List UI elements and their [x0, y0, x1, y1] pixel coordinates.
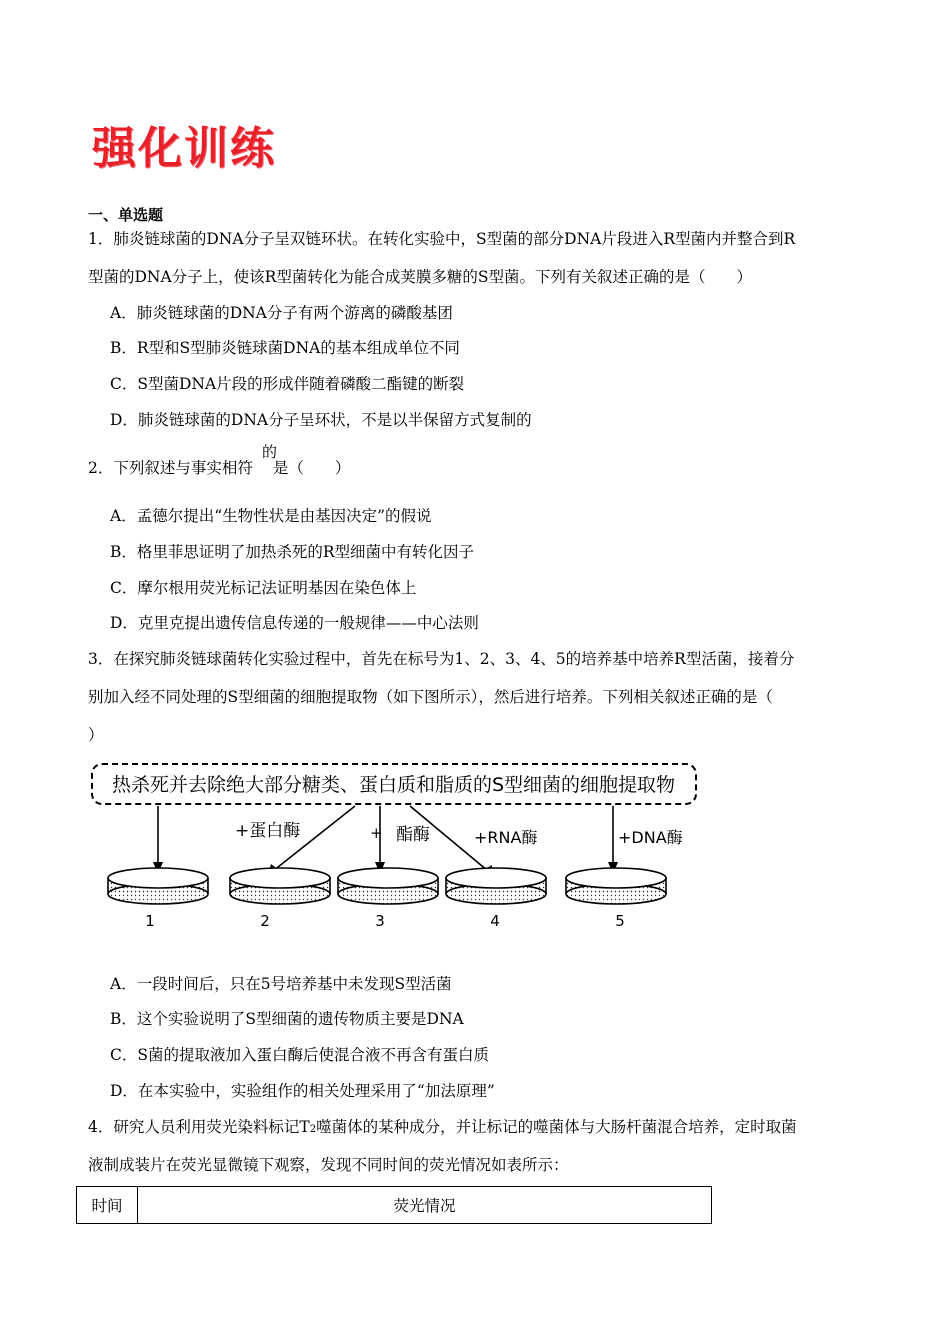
q1-option-b: B．R型和S型肺炎链球菌DNA的基本组成单位不同 [110, 339, 460, 357]
label-esterase: 酯酶 [396, 825, 430, 845]
dish-number-3: 3 [375, 912, 385, 930]
q4-stem-line1 [88, 1116, 797, 1141]
q4-stem-part-a: 4．研究人员利用荧光染料标记T [88, 1118, 310, 1136]
q2-option-d: D．克里克提出遗传信息传递的一般规律——中心法则 [110, 614, 479, 632]
dish-number-4: 4 [490, 912, 500, 930]
q4-stem-subscript: 2 [309, 1124, 317, 1135]
q3-stem-line2: 别加入经不同处理的S型细菌的细胞提取物（如下图所示），然后进行培养。下列相关叙述正确的是（ [88, 688, 773, 706]
petri-dish-2 [230, 868, 330, 904]
dish-number-2: 2 [260, 912, 270, 930]
q4-stem-part-b: 噬菌体的某种成分，并让标记的噬菌体与大肠杆菌混合培养，定时取菌 [316, 1118, 797, 1136]
q1-stem-line1: 1．肺炎链球菌的DNA分子呈双链环状。在转化实验中，S型菌的部分DNA片段进入R型菌内并整合到R [88, 230, 796, 248]
q3-figure [90, 758, 710, 938]
q2-option-b: B．格里菲思证明了加热杀死的R型细菌中有转化因子 [110, 543, 475, 561]
petri-dish-4 [446, 868, 546, 904]
petri-dish-1 [108, 868, 208, 904]
table-header-time: 时间 [77, 1187, 138, 1224]
fluorescence-table [76, 1186, 712, 1224]
banner-title: 强化训练 [92, 123, 276, 174]
q1-option-a: A．肺炎链球菌的DNA分子有两个游离的磷酸基团 [110, 304, 453, 322]
section-title: 一、单选题 [88, 206, 164, 224]
q3-option-c: C．S菌的提取液加入蛋白酶后使混合液不再含有蛋白质 [110, 1046, 489, 1064]
q2-stem-de: 的 [262, 443, 278, 461]
q3-option-a: A．一段时间后，只在5号培养基中未发现S型活菌 [110, 975, 452, 993]
q2-stem-part-b: 是（ ） [272, 459, 351, 477]
q4-stem-line2: 液制成装片在荧光显微镜下观察，发现不同时间的荧光情况如表所示： [88, 1156, 569, 1174]
q1-option-c: C．S型菌DNA片段的形成伴随着磷酸二酯键的断裂 [110, 375, 465, 393]
q3-stem-line1: 3．在探究肺炎链球菌转化实验过程中，首先在标号为1、2、3、4、5的培养基中培养R型活菌，接着分 [88, 650, 795, 668]
q3-option-d: D．在本实验中，实验组作的相关处理采用了“加法原理” [110, 1082, 495, 1100]
q1-stem-line2: 型菌的DNA分子上，使该R型菌转化为能合成荚膜多糖的S型菌。下列有关叙述正确的是（ ） [88, 268, 752, 286]
table-header-fluorescence: 荧光情况 [138, 1187, 712, 1224]
q1-option-d: D．肺炎链球菌的DNA分子呈环状，不是以半保留方式复制的 [110, 411, 532, 429]
label-protease: +蛋白酶 [235, 821, 301, 841]
q2-option-c: C．摩尔根用荧光标记法证明基因在染色体上 [110, 579, 417, 597]
petri-dish-3 [338, 868, 438, 904]
label-rnase: +RNA酶 [474, 828, 538, 847]
dish-number-5: 5 [615, 912, 625, 930]
petri-dish-5 [566, 868, 666, 904]
q2-option-a: A．孟德尔提出“生物性状是由基因决定”的假说 [110, 507, 432, 525]
label-plus: + [370, 824, 383, 842]
q3-stem-line3: ） [88, 726, 104, 744]
extract-box-label: 热杀死并去除绝大部分糖类、蛋白质和脂质的S型细菌的细胞提取物 [112, 774, 676, 796]
q2-stem [88, 457, 350, 479]
q2-stem-part-a: 2．下列叙述与事实相符 [88, 459, 253, 477]
label-dnase: +DNA酶 [618, 828, 683, 847]
table-row [77, 1187, 712, 1224]
q3-option-b: B．这个实验说明了S型细菌的遗传物质主要是DNA [110, 1010, 464, 1028]
dish-number-1: 1 [145, 912, 155, 930]
